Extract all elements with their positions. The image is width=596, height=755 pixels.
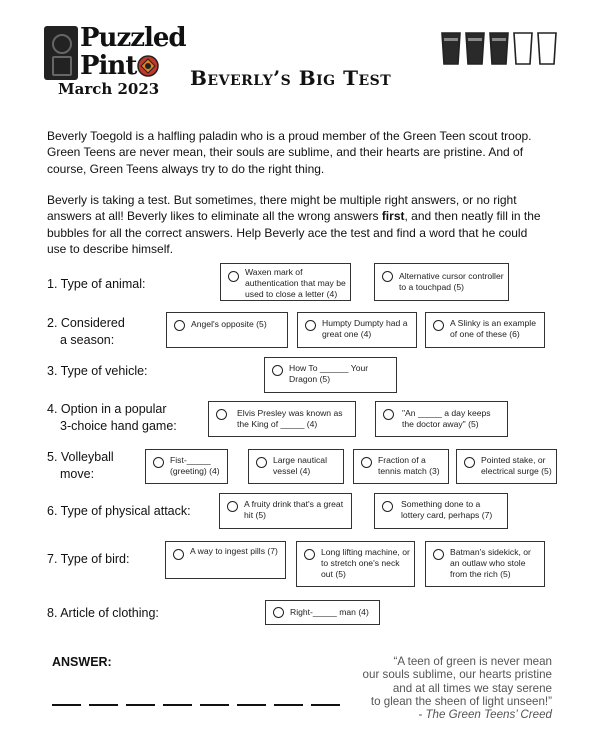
q7-option-2[interactable]: Long lifting machine, or to stretch one's neck out (5) xyxy=(296,541,415,587)
answer-bubble[interactable] xyxy=(361,457,372,468)
answer-blank[interactable] xyxy=(52,704,81,706)
answer-bubble[interactable] xyxy=(173,549,184,560)
q7-option-1[interactable]: A way to ingest pills (7) xyxy=(165,541,286,579)
q5-option-3[interactable]: Fraction of a tennis match (3) xyxy=(353,449,449,484)
answer-blank[interactable] xyxy=(89,704,118,706)
creed-line: our souls sublime, our hearts pristine xyxy=(362,668,552,682)
q5-option-2[interactable]: Large nautical vessel (4) xyxy=(248,449,344,484)
q4-option-1[interactable]: Elvis Presley was known as the King of _____ (4) xyxy=(208,401,356,437)
answer-bubble[interactable] xyxy=(228,271,239,282)
creed-line: “A teen of green is never mean xyxy=(393,655,552,668)
page-title: Beverly’s Big Test xyxy=(190,66,392,90)
q2-option-1[interactable]: Angel's opposite (5) xyxy=(166,312,288,348)
puzzled-pint-logo xyxy=(44,23,186,102)
question-4-label: 4. Option in a popular 3-choice hand game: xyxy=(47,402,177,433)
question-8-label: 8. Article of clothing: xyxy=(47,606,159,620)
answer-bubble[interactable] xyxy=(153,457,164,468)
q8-option-1[interactable]: Right-_____ man (4) xyxy=(265,600,380,625)
answer-blank[interactable] xyxy=(237,704,266,706)
answer-bubble[interactable] xyxy=(272,365,283,376)
logo-word-puzzled: Puzzled xyxy=(80,23,186,53)
question-2-label: 2. Considered a season: xyxy=(47,316,125,347)
logo-word-pint: Pint xyxy=(80,51,137,81)
intro-paragraph-2: Beverly is taking a test. But sometimes, there might be multiple right answers, or no right answers at all! Beverly likes to eliminate all the wrong answers first, and then neatly fill in the bubbles for all the correct answers. Help Beverly ace the test and find a word that he could use to describe himself. xyxy=(47,193,541,256)
creed-attribution: - The Green Teens’ Creed xyxy=(418,708,552,722)
q1-option-1[interactable]: Waxen mark of authentication that may be used to close a letter (4) xyxy=(220,263,351,301)
answer-blanks[interactable] xyxy=(52,704,340,706)
answer-bubble[interactable] xyxy=(382,501,393,512)
q5-option-4[interactable]: Pointed stake, or electrical surge (5) xyxy=(456,449,557,484)
answer-bubble[interactable] xyxy=(216,409,227,420)
answer-bubble[interactable] xyxy=(382,271,393,282)
dragon-icon xyxy=(136,54,160,78)
answer-blank[interactable] xyxy=(163,704,192,706)
question-5-label: 5. Volleyball move: xyxy=(47,450,114,481)
answer-bubble[interactable] xyxy=(433,320,444,331)
q7-option-3[interactable]: Batman's sidekick, or an outlaw who stole from the rich (5) xyxy=(425,541,545,587)
green-teens-creed xyxy=(312,655,552,721)
answer-bubble[interactable] xyxy=(227,501,238,512)
answer-bubble[interactable] xyxy=(256,457,267,468)
answer-bubble[interactable] xyxy=(464,457,475,468)
answer-bubble[interactable] xyxy=(383,409,394,420)
answer-label: ANSWER: xyxy=(52,655,112,669)
answer-bubble[interactable] xyxy=(273,607,284,618)
q1-option-2[interactable]: Alternative cursor controller to a touchpad (5) xyxy=(374,263,509,301)
puzzle-piece-icon xyxy=(44,26,78,80)
q3-option-1[interactable]: How To ______ Your Dragon (5) xyxy=(264,357,397,393)
q4-option-2[interactable]: "An _____ a day keeps the doctor away" (5) xyxy=(375,401,508,437)
answer-bubble[interactable] xyxy=(305,320,316,331)
q5-option-1[interactable]: Fist-_____ (greeting) (4) xyxy=(145,449,228,484)
answer-bubble[interactable] xyxy=(433,549,444,560)
creed-line: to glean the sheen of light unseen!” xyxy=(370,694,552,708)
q6-option-1[interactable]: A fruity drink that's a great hit (5) xyxy=(219,493,352,529)
creed-line: and at all times we stay serene xyxy=(392,681,552,695)
answer-blank[interactable] xyxy=(274,704,303,706)
answer-blank[interactable] xyxy=(126,704,155,706)
answer-bubble[interactable] xyxy=(304,549,315,560)
q2-option-2[interactable]: Humpty Dumpty had a great one (4) xyxy=(297,312,417,348)
intro-paragraph-1: Beverly Toegold is a halfling paladin who is a proud member of the Green Teen scout troop. Green Teens are never mean, their souls are sublime, and their hearts are pristine. And of course, Green Teens always try to do the right thing. xyxy=(47,129,532,176)
answer-bubble[interactable] xyxy=(174,320,185,331)
answer-blank[interactable] xyxy=(200,704,229,706)
question-3-label: 3. Type of vehicle: xyxy=(47,364,148,378)
logo-date: March 2023 xyxy=(58,80,160,98)
q2-option-3[interactable]: A Slinky is an example of one of these (6) xyxy=(425,312,545,348)
question-7-label: 7. Type of bird: xyxy=(47,552,130,566)
q6-option-2[interactable]: Something done to a lottery card, perhaps (7) xyxy=(374,493,508,529)
question-6-label: 6. Type of physical attack: xyxy=(47,504,191,518)
question-1-label: 1. Type of animal: xyxy=(47,277,146,291)
beer-glasses-difficulty-icon xyxy=(440,30,560,66)
